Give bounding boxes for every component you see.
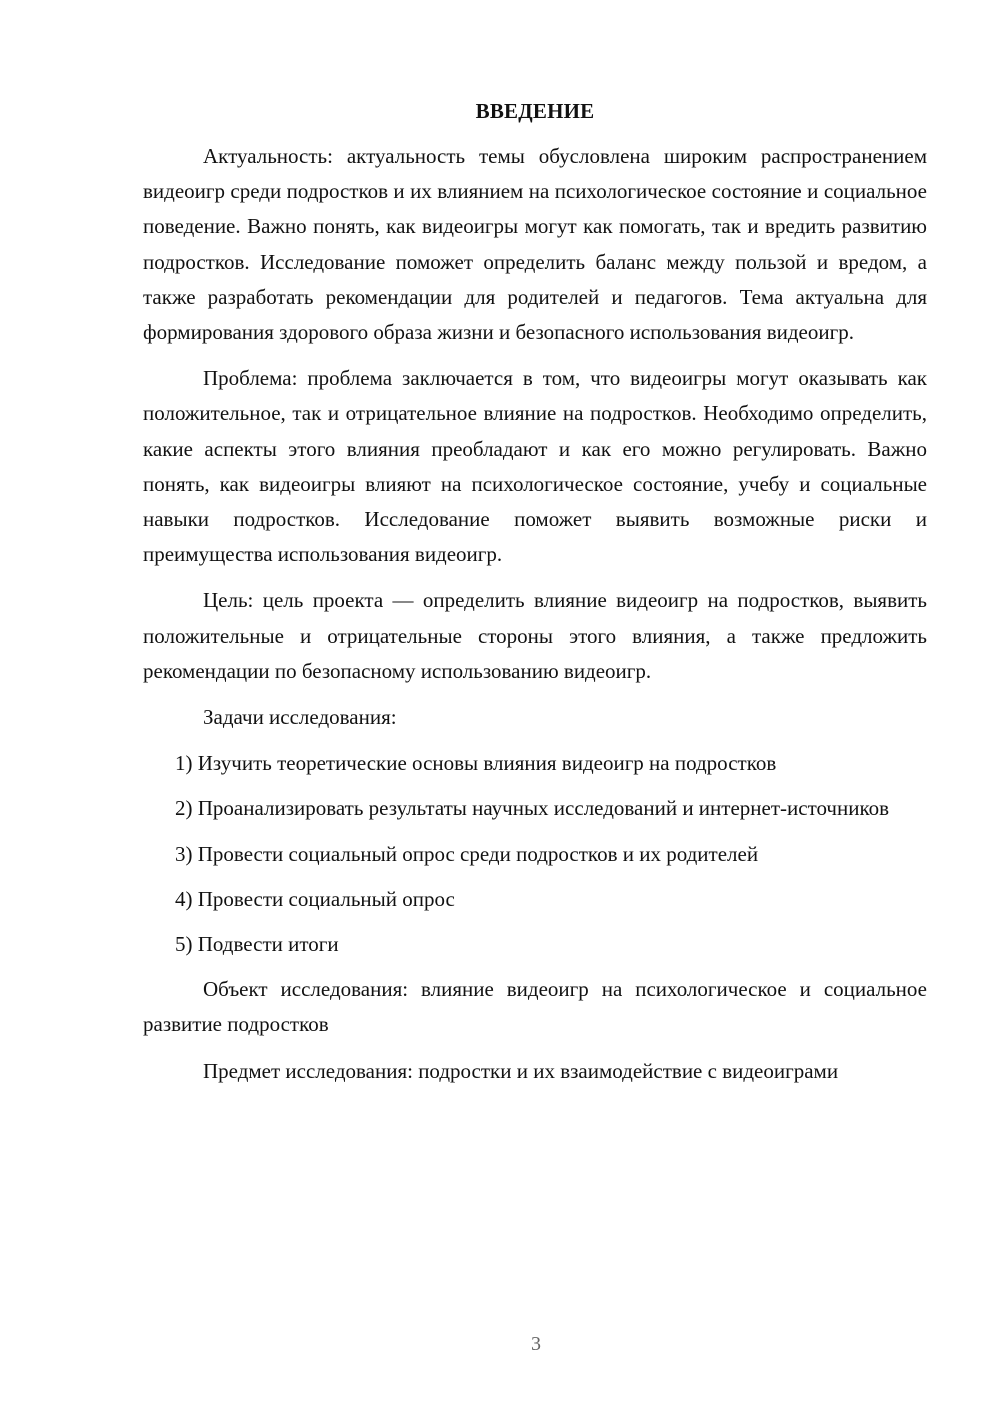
page-number: 3 bbox=[531, 1333, 541, 1355]
paragraph-problem: Проблема: проблема заключается в том, что видеоигры могут оказывать как положительное, так и отрицательное влияние на подростков. Необходимо определить, какие аспекты этого влияния преобладают и как его можно регулировать. Важно понять, как видеоигры влияют на психологическое состояние, учебу и социальные навыки подростков. Исследование поможет выявить возможные риски и преимущества использования видеоигр. bbox=[143, 366, 927, 567]
task-item-2: 2) Проанализировать результаты научных исследований и интернет-источников bbox=[175, 796, 890, 821]
task-item-5: 5) Подвести итоги bbox=[175, 932, 339, 957]
paragraph-subject: Предмет исследования: подростки и их взаимодействие с видеоиграми bbox=[203, 1058, 839, 1083]
paragraph-goal: Цель: цель проекта — определить влияние видеоигр на подростков, выявить положительные и отрицательные стороны этого влияния, а также предложить рекомендации по безопасному использованию видеоигр. bbox=[143, 588, 927, 683]
page-content bbox=[143, 94, 927, 1100]
task-item-1: 1) Изучить теоретические основы влияния видеоигр на подростков bbox=[175, 751, 777, 776]
task-item-4: 4) Провести социальный опрос bbox=[175, 886, 455, 911]
tasks-heading: Задачи исследования: bbox=[203, 705, 397, 730]
section-title: ВВЕДЕНИЕ bbox=[475, 99, 595, 123]
paragraph-relevance: Актуальность: актуальность темы обусловлена широким распространением видеоигр среди подростков и их влиянием на психологическое состояние и социальное поведение. Важно понять, как видеоигры могут как помогать, так и вредить развитию подростков. Исследование поможет определить баланс между пользой и вредом, а также разработать рекомендации для родителей и педагогов. Тема актуальна для формирования здорового образа жизни и безопасного использования видеоигр. bbox=[143, 144, 927, 345]
paragraph-object: Объект исследования: влияние видеоигр на психологическое и социальное развитие подростков bbox=[143, 977, 927, 1037]
task-item-3: 3) Провести социальный опрос среди подростков и их родителей bbox=[175, 841, 759, 866]
